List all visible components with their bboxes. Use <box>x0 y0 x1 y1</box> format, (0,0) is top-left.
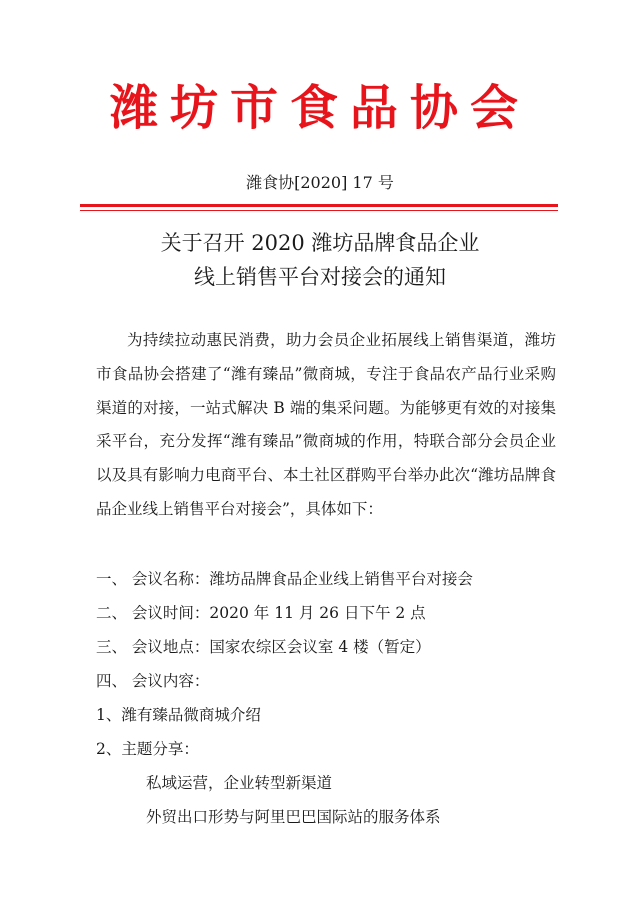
item-meeting-name: 一、 会议名称：潍坊品牌食品企业线上销售平台对接会 <box>96 570 473 588</box>
topic-1: 私域运营，企业转型新渠道 <box>146 774 333 792</box>
sub-item-2: 2、主题分享： <box>96 740 199 758</box>
notice-title <box>0 226 640 294</box>
notice-title-line-1: 关于召开 2020 潍坊品牌食品企业 <box>160 231 480 255</box>
sub-item-1: 1、潍有臻品微商城介绍 <box>96 706 261 724</box>
item-meeting-time: 二、 会议时间：2020 年 11 月 26 日下午 2 点 <box>96 604 426 622</box>
intro-paragraph: 为持续拉动惠民消费，助力会员企业拓展线上销售渠道，潍坊市食品协会搭建了“潍有臻品”微商城，专注于食品农产品行业采购渠道的对接，一站式解决 B 端的集采问题。为能够更有效的对接集采平台，充分发挥“潍有臻品”微商城的作用，特联合部分会员企业以及具有影响力电商平台、本土社区群购平台举办此次“潍坊品牌食品企业线上销售平台对接会”，具体如下： <box>96 331 556 518</box>
notice-title-line-2: 线上销售平台对接会的通知 <box>194 265 446 289</box>
header-divider-thin <box>80 210 558 211</box>
document-number: 潍食协[2020] 17 号 <box>246 173 394 192</box>
organization-title: 潍坊市食品协会 <box>109 80 530 136</box>
item-meeting-location: 三、 会议地点：国家农综区会议室 4 楼（暂定） <box>96 638 431 656</box>
item-meeting-content: 四、 会议内容： <box>96 672 210 690</box>
topic-2: 外贸出口形势与阿里巴巴国际站的服务体系 <box>146 808 441 826</box>
header-divider-thick <box>80 204 558 207</box>
